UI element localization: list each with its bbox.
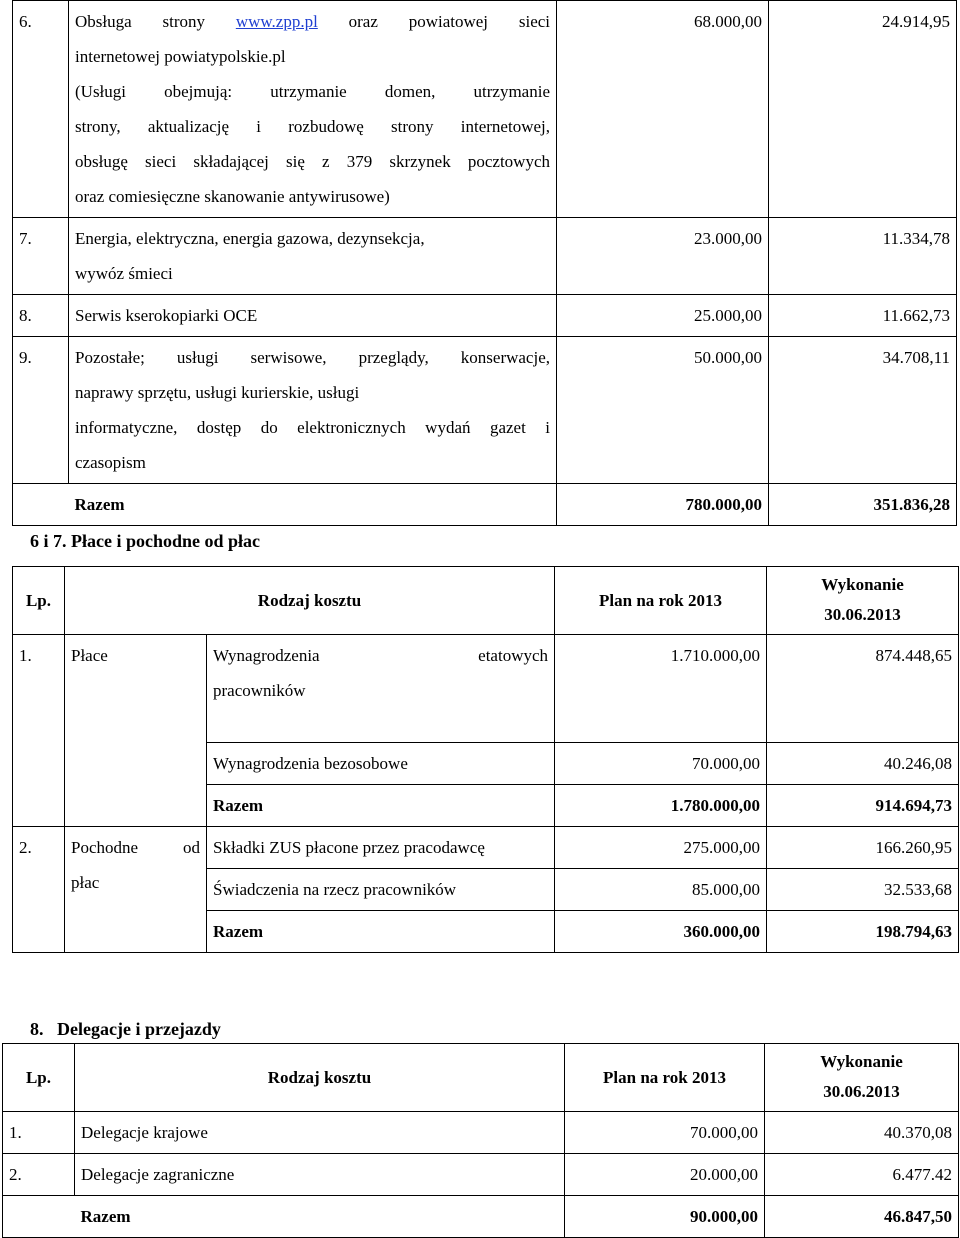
row-exec: 11.334,78	[769, 218, 957, 295]
total-plan: 90.000,00	[565, 1196, 765, 1238]
total-label: Razem	[75, 1196, 565, 1238]
row-lp: 6.	[13, 1, 69, 218]
header-plan: Plan na rok 2013	[565, 1044, 765, 1112]
item-plan: 70.000,00	[555, 743, 767, 785]
total-exec: 351.836,28	[769, 484, 957, 526]
desc-line: Pozostałe; usługi serwisowe, przeglądy, konserwacje,	[75, 348, 550, 367]
row-description	[69, 218, 557, 295]
total-label: Razem	[207, 785, 555, 827]
group-lp: 1.	[13, 635, 65, 827]
row-plan: 23.000,00	[557, 218, 769, 295]
item-exec: 40.246,08	[767, 743, 959, 785]
desc-line: internetowej powiatypolskie.pl	[75, 47, 286, 66]
header-lp: Lp.	[13, 567, 65, 635]
header-lp: Lp.	[3, 1044, 75, 1112]
item-exec: 874.448,65	[767, 635, 959, 743]
desc-line: (Usługi obejmują: utrzymanie domen, utrzymanie	[75, 82, 550, 101]
desc-line: strony, aktualizację i rozbudowę strony internetowej,	[75, 117, 550, 136]
zpp-link[interactable]: www.zpp.pl	[235, 12, 318, 31]
total-exec: 46.847,50	[765, 1196, 959, 1238]
desc-line: obsługę sieci składającej się z 379 skrzynek pocztowych	[75, 152, 550, 171]
row-lp: 9.	[13, 337, 69, 484]
total-label: Razem	[207, 911, 555, 953]
row-exec: 34.708,11	[769, 337, 957, 484]
section-title: 6 i 7. Płace i pochodne od płac	[30, 531, 261, 551]
row-description	[69, 337, 557, 484]
header-row	[3, 1044, 959, 1112]
header-kind: Rodzaj kosztu	[75, 1044, 565, 1112]
section-title: 8. Delegacje i przejazdy	[30, 1019, 221, 1039]
row-plan: 68.000,00	[557, 1, 769, 218]
table-row	[13, 827, 959, 869]
desc-line: wywóz śmieci	[75, 264, 173, 283]
header-kind: Rodzaj kosztu	[65, 567, 555, 635]
row-label: Delegacje zagraniczne	[75, 1154, 565, 1196]
header-exec: Wykonanie 30.06.2013	[767, 567, 959, 635]
total-row	[3, 1196, 959, 1238]
header-row	[13, 567, 959, 635]
total-plan: 1.780.000,00	[555, 785, 767, 827]
desc-line: oraz comiesięczne skanowanie antywirusowe)	[75, 187, 390, 206]
item-plan: 275.000,00	[555, 827, 767, 869]
table-row	[13, 295, 957, 337]
item-label: Wynagrodzenia bezosobowe	[207, 743, 555, 785]
item-label: Świadczenia na rzecz pracowników	[207, 869, 555, 911]
total-plan: 360.000,00	[555, 911, 767, 953]
item-label: Wynagrodzenia etatowych pracowników	[207, 635, 555, 743]
desc-suffix: oraz powiatowej sieci	[348, 12, 551, 31]
desc-line: czasopism	[75, 453, 146, 472]
row-lp: 8.	[13, 295, 69, 337]
row-exec: 40.370,08	[765, 1112, 959, 1154]
desc-line: naprawy sprzętu, usługi kurierskie, usługi	[75, 383, 360, 402]
item-label: Składki ZUS płacone przez pracodawcę	[207, 827, 555, 869]
row-description: Serwis kserokopiarki OCE	[69, 295, 557, 337]
table-row	[13, 1, 957, 218]
salary-cost-table	[12, 566, 959, 953]
item-exec: 32.533,68	[767, 869, 959, 911]
desc-prefix: Obsługa strony	[75, 12, 205, 31]
row-exec: 24.914,95	[769, 1, 957, 218]
row-plan: 70.000,00	[565, 1112, 765, 1154]
table-row	[13, 337, 957, 484]
table-row	[3, 1112, 959, 1154]
row-lp: 2.	[3, 1154, 75, 1196]
travel-cost-table	[2, 1043, 959, 1238]
total-label: Razem	[69, 484, 557, 526]
table-row	[3, 1154, 959, 1196]
row-description	[69, 1, 557, 218]
row-lp: 1.	[3, 1112, 75, 1154]
desc-line: Energia, elektryczna, energia gazowa, dezynsekcja,	[75, 229, 425, 248]
row-exec: 6.477.42	[765, 1154, 959, 1196]
header-exec: Wykonanie 30.06.2013	[765, 1044, 959, 1112]
header-plan: Plan na rok 2013	[555, 567, 767, 635]
item-plan: 1.710.000,00	[555, 635, 767, 743]
group-lp: 2.	[13, 827, 65, 953]
item-plan: 85.000,00	[555, 869, 767, 911]
group-name: Pochodne od płac	[65, 827, 207, 953]
row-lp: 7.	[13, 218, 69, 295]
row-exec: 11.662,73	[769, 295, 957, 337]
row-plan: 25.000,00	[557, 295, 769, 337]
group-name: Płace	[65, 635, 207, 827]
row-plan: 20.000,00	[565, 1154, 765, 1196]
item-exec: 166.260,95	[767, 827, 959, 869]
services-cost-table	[12, 0, 957, 526]
total-row	[13, 484, 957, 526]
table-row	[13, 218, 957, 295]
row-label: Delegacje krajowe	[75, 1112, 565, 1154]
total-exec: 198.794,63	[767, 911, 959, 953]
desc-line: informatyczne, dostęp do elektronicznych wydań gazet i	[75, 418, 550, 437]
total-exec: 914.694,73	[767, 785, 959, 827]
row-plan: 50.000,00	[557, 337, 769, 484]
table-row	[13, 635, 959, 743]
total-plan: 780.000,00	[557, 484, 769, 526]
